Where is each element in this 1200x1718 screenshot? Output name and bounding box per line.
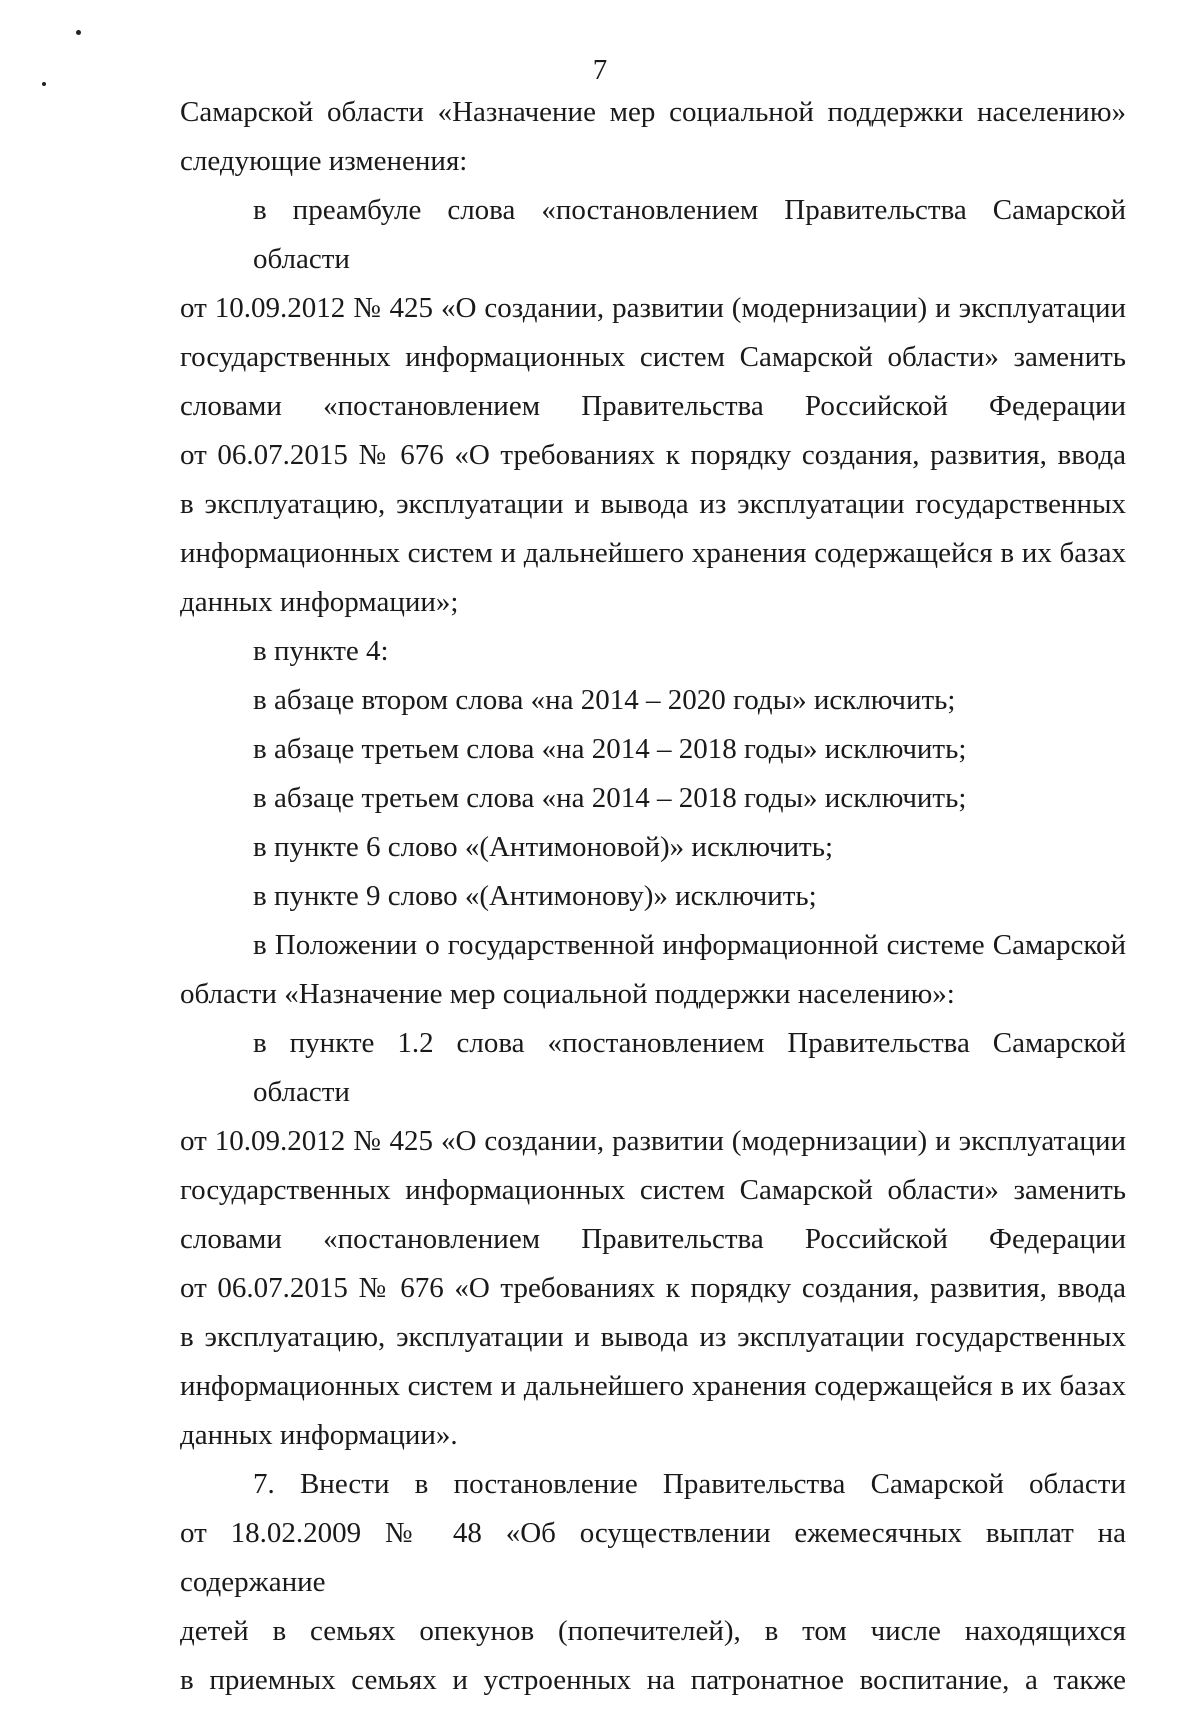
text-line: 7. Внести в постановление Правительства Самарской области [253, 1468, 1126, 1500]
text-line: данных информации». [180, 1419, 458, 1451]
text-line: информационных систем и дальнейшего хранения содержащейся в их базах [180, 1370, 1126, 1402]
text-line: информационных систем и дальнейшего хранения содержащейся в их базах [180, 537, 1126, 569]
text-line: данных информации»; [180, 586, 459, 618]
text-line: от 10.09.2012 № 425 «О создании, развитии (модернизации) и эксплуатации [180, 292, 1126, 324]
text-line: в приемных семьях и устроенных на патронатное воспитание, а также [180, 1664, 1126, 1696]
text-line: словами «постановлением Правительства Российской Федерации [180, 1223, 1126, 1255]
text-line: в пункте 9 слово «(Антимонову)» исключить; [253, 880, 817, 912]
text-line: следующие изменения: [180, 145, 468, 177]
text-line: государственных информационных систем Самарской области» заменить [180, 1174, 1126, 1206]
page-number: 7 [592, 54, 608, 86]
text-line: в пункте 4: [253, 635, 389, 667]
text-line: от 06.07.2015 № 676 «О требованиях к порядку создания, развития, ввода [180, 1272, 1126, 1304]
text-line: от 10.09.2012 № 425 «О создании, развитии (модернизации) и эксплуатации [180, 1125, 1126, 1157]
text-line: области «Назначение мер социальной поддержки населению»: [180, 978, 955, 1010]
text-line: государственных информационных систем Самарской области» заменить [180, 341, 1126, 373]
text-line: детей в семьях опекунов (попечителей), в том числе находящихся [180, 1615, 1126, 1647]
scan-speck [76, 30, 81, 35]
text-line: в абзаце втором слова «на 2014 – 2020 годы» исключить; [253, 684, 956, 716]
text-line: в абзаце третьем слова «на 2014 – 2018 годы» исключить; [253, 733, 967, 765]
text-line: Самарской области «Назначение мер социальной поддержки населению» [180, 96, 1126, 128]
text-line: в преамбуле слова «постановлением Правительства Самарской области [253, 194, 1126, 275]
text-line: в абзаце третьем слова «на 2014 – 2018 годы» исключить; [253, 782, 967, 814]
text-line: в эксплуатацию, эксплуатации и вывода из эксплуатации государственных [180, 488, 1126, 520]
text-line: в пункте 1.2 слова «постановлением Правительства Самарской области [253, 1027, 1126, 1108]
text-line: от 06.07.2015 № 676 «О требованиях к порядку создания, развития, ввода [180, 439, 1126, 471]
text-line: в пункте 6 слово «(Антимоновой)» исключить; [253, 831, 833, 863]
text-line: от 18.02.2009 № 48 «Об осуществлении ежемесячных выплат на содержание [180, 1517, 1126, 1598]
text-line: в Положении о государственной информационной системе Самарской [253, 929, 1126, 961]
text-line [180, 88, 1126, 1705]
text-line: в эксплуатацию, эксплуатации и вывода из эксплуатации государственных [180, 1321, 1126, 1353]
text-line: словами «постановлением Правительства Российской Федерации [180, 390, 1126, 422]
